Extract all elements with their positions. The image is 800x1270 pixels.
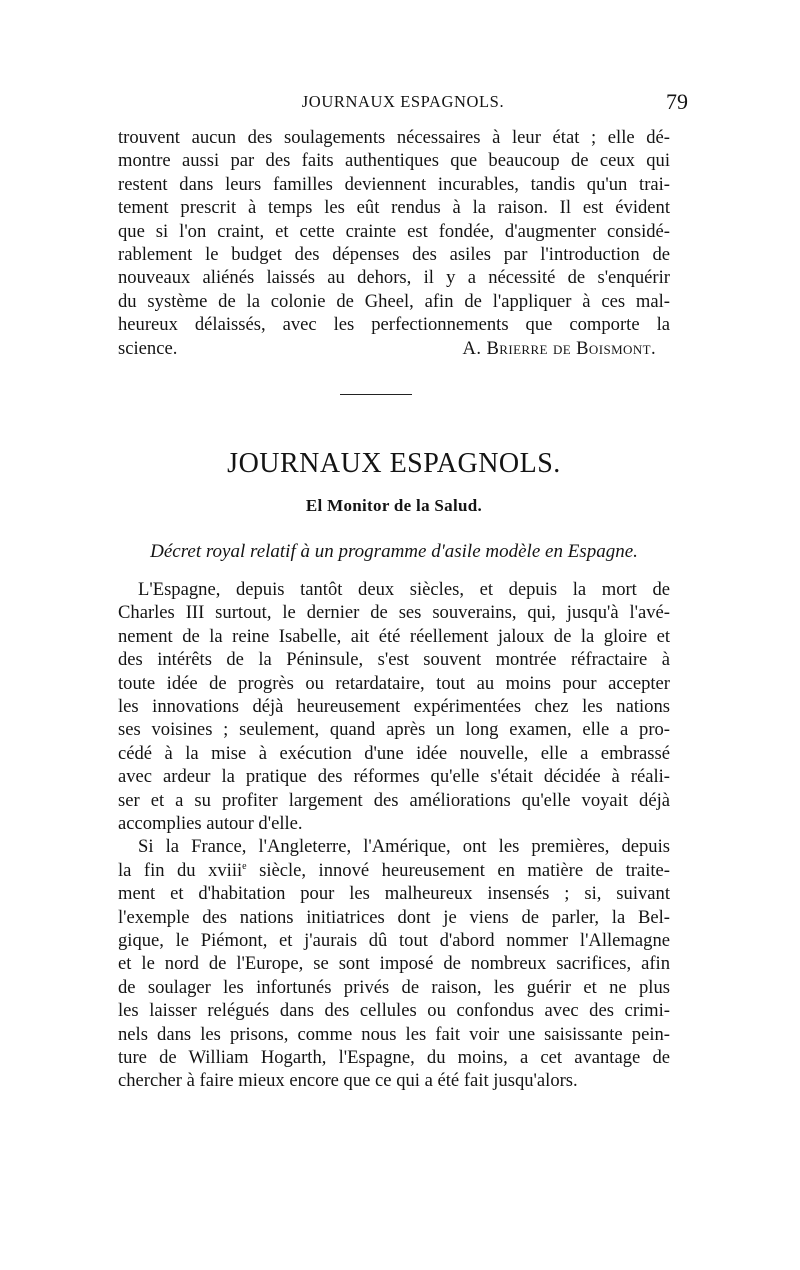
journal-name: El Monitor de la Salud. — [305, 496, 483, 515]
text-line: de soulager les infortunés privés de raison, les guérir et ne plus — [118, 976, 670, 998]
signature-line — [118, 337, 670, 360]
author-signature: A. Brierre de Boismont. — [462, 337, 656, 359]
text-line: L'Espagne, depuis tantôt deux siècles, et depuis la mort de — [138, 579, 670, 600]
text-line: avec ardeur la pratique des réformes qu'elle s'était décidée à réali- — [118, 766, 670, 788]
closing-paragraph — [118, 126, 670, 360]
text-line: les laisser relégués dans des cellules ou confondus avec des crimi- — [118, 1000, 670, 1022]
paragraph-2 — [118, 835, 670, 1092]
text-line: tement prescrit à temps les eût rendus à la raison. Il est évident — [118, 197, 670, 219]
text-line: du système de la colonie de Gheel, afin de l'appliquer à ces mal- — [118, 290, 670, 312]
text-line: que si l'on craint, et cette crainte est fondée, d'augmenter considé- — [118, 220, 670, 242]
text-line — [118, 859, 670, 882]
running-head — [118, 89, 688, 116]
section-title: JOURNAUX ESPAGNOLS. — [227, 448, 561, 479]
text-line: des intérêts de la Péninsule, s'est souvent montrée réfractaire à — [118, 649, 670, 671]
text-line: les innovations déjà heureusement expérimentées chez les nations — [118, 695, 670, 717]
page-number: 79 — [666, 89, 688, 114]
text-line: montre aussi par des faits authentiques que beaucoup de ceux qui — [118, 150, 670, 172]
section-divider — [340, 394, 412, 395]
text-line: heureux délaissés, avec les perfectionnements que comporte la — [118, 314, 670, 336]
line-segment: siècle, innové heureusement en matière de traite- — [246, 859, 670, 881]
decree-title: Décret royal relatif à un programme d'asile modèle en Espagne. — [150, 541, 638, 562]
text-line: ser et a su profiter largement des améliorations qu'elle voyait déjà — [118, 789, 670, 811]
text-line: ment et d'habitation pour les malheureux insensés ; si, suivant — [118, 883, 670, 905]
text-line: et le nord de l'Europe, se sont imposé de nombreux sacrifices, afin — [118, 953, 670, 975]
text-line: ture de William Hogarth, l'Espagne, du moins, a cet avantage de — [118, 1046, 670, 1068]
text-line: l'exemple des nations initiatrices dont je viens de parler, la Bel- — [118, 906, 670, 928]
line-segment: la fin du xviii — [118, 859, 243, 881]
text-line: nels dans les prisons, comme nous les fait voir une saisissante pein- — [118, 1023, 670, 1045]
text-line: rablement le budget des dépenses des asiles par l'introduction de — [118, 243, 670, 265]
running-title: JOURNAUX ESPAGNOLS. — [301, 92, 505, 111]
text-line: nement de la reine Isabelle, ait été réellement jaloux de la gloire et — [118, 625, 670, 647]
text-line: ses voisines ; seulement, quand après un long examen, elle a pro- — [118, 719, 670, 741]
text-line: nouveaux aliénés laissés au dehors, il y a nécessité de s'enquérir — [118, 267, 670, 289]
text-line: trouvent aucun des soulagements nécessaires à leur état ; elle dé- — [118, 127, 670, 148]
text-line: cédé à la mise à exécution d'une idée nouvelle, elle a embrassé — [118, 742, 670, 764]
paragraph-1 — [118, 578, 670, 835]
text-line: chercher à faire mieux encore que ce qui a été fait jusqu'alors. — [118, 1070, 578, 1092]
text-line: toute idée de progrès ou retardataire, tout au moins pour accepter — [118, 672, 670, 694]
last-line-text: science. — [118, 337, 178, 359]
text-line: gique, le Piémont, et j'aurais dû tout d'abord nommer l'Allemagne — [118, 929, 670, 951]
text-line: restent dans leurs familles deviennent incurables, tandis qu'un trai- — [118, 173, 670, 195]
text-line: Si la France, l'Angleterre, l'Amérique, ont les premières, depuis — [138, 836, 670, 858]
century-superscript: e — [242, 860, 247, 872]
text-line: accomplies autour d'elle. — [118, 812, 303, 834]
text-line: Charles III surtout, le dernier de ses souverains, qui, jusqu'à l'avé- — [118, 602, 670, 624]
